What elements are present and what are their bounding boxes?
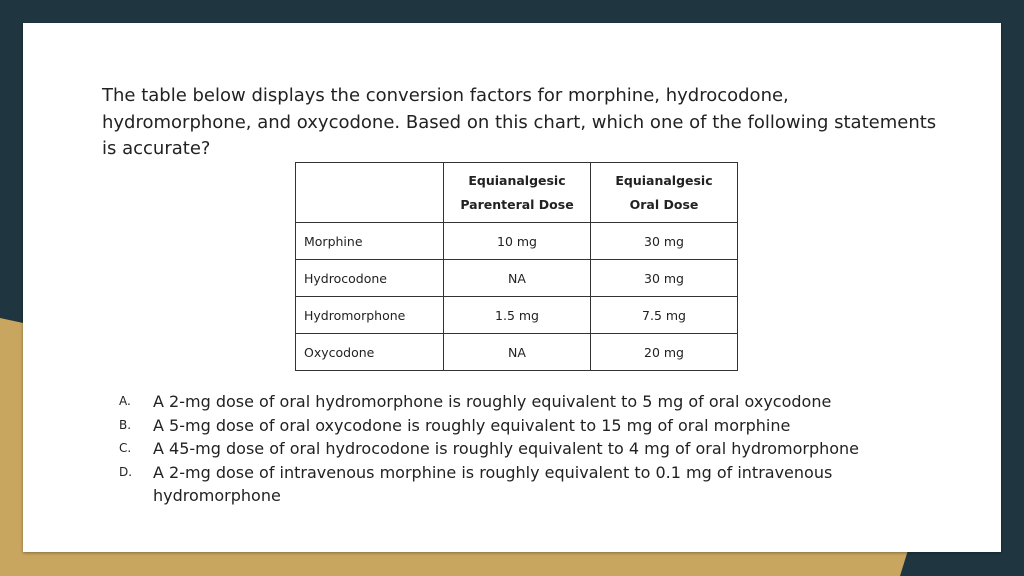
answer-option-a xyxy=(119,390,919,414)
answer-text: A 45-mg dose of oral hydrocodone is roughly equivalent to 4 mg of oral hydromorphone xyxy=(153,439,860,458)
oral-dose-cell: 7.5 mg xyxy=(591,297,738,334)
parenteral-dose-cell: 10 mg xyxy=(444,223,591,260)
header-parenteral-line1: Equianalgesic xyxy=(468,172,566,188)
answer-option-d xyxy=(119,461,919,508)
header-empty-cell xyxy=(296,163,444,223)
header-oral xyxy=(591,163,738,223)
parenteral-dose-cell: NA xyxy=(444,260,591,297)
oral-dose-cell: 20 mg xyxy=(591,334,738,371)
header-oral-line2: Oral Dose xyxy=(629,196,699,212)
oral-dose-cell: 30 mg xyxy=(591,223,738,260)
drug-name-cell: Hydromorphone xyxy=(296,297,444,334)
answer-text: A 2-mg dose of intravenous morphine is roughly equivalent to 0.1 mg of intravenous hydromorphone xyxy=(153,462,833,505)
header-oral-line1: Equianalgesic xyxy=(615,172,713,188)
answer-option-b xyxy=(119,414,919,438)
drug-name-cell: Oxycodone xyxy=(296,334,444,371)
answer-text: A 2-mg dose of oral hydromorphone is roughly equivalent to 5 mg of oral oxycodone xyxy=(153,392,832,411)
conversion-table xyxy=(295,162,738,371)
answer-list xyxy=(119,390,919,508)
drug-name-cell: Hydrocodone xyxy=(296,260,444,297)
oral-dose-cell: 30 mg xyxy=(591,260,738,297)
answer-text: A 5-mg dose of oral oxycodone is roughly equivalent to 15 mg of oral morphine xyxy=(153,415,791,435)
parenteral-dose-cell: NA xyxy=(444,334,591,371)
header-parenteral-line2: Parenteral Dose xyxy=(460,196,574,212)
answer-letter: B. xyxy=(119,417,132,432)
slide-card xyxy=(23,23,1001,552)
drug-name-cell: Morphine xyxy=(296,223,444,260)
question-text: The table below displays the conversion factors for morphine, hydrocodone, hydromorphone, and oxycodone. Based on this chart, which one of the following statements is accurate? xyxy=(102,85,937,159)
table-row xyxy=(296,260,738,297)
parenteral-dose-cell: 1.5 mg xyxy=(444,297,591,334)
header-parenteral xyxy=(444,163,591,223)
table-row xyxy=(296,297,738,334)
answer-letter: C. xyxy=(119,441,132,455)
answer-option-c xyxy=(119,437,919,461)
table-row xyxy=(296,223,738,260)
table-row xyxy=(296,334,738,371)
answer-letter: D. xyxy=(119,464,133,479)
answer-letter: A. xyxy=(119,394,131,408)
table-header-row xyxy=(296,163,738,223)
